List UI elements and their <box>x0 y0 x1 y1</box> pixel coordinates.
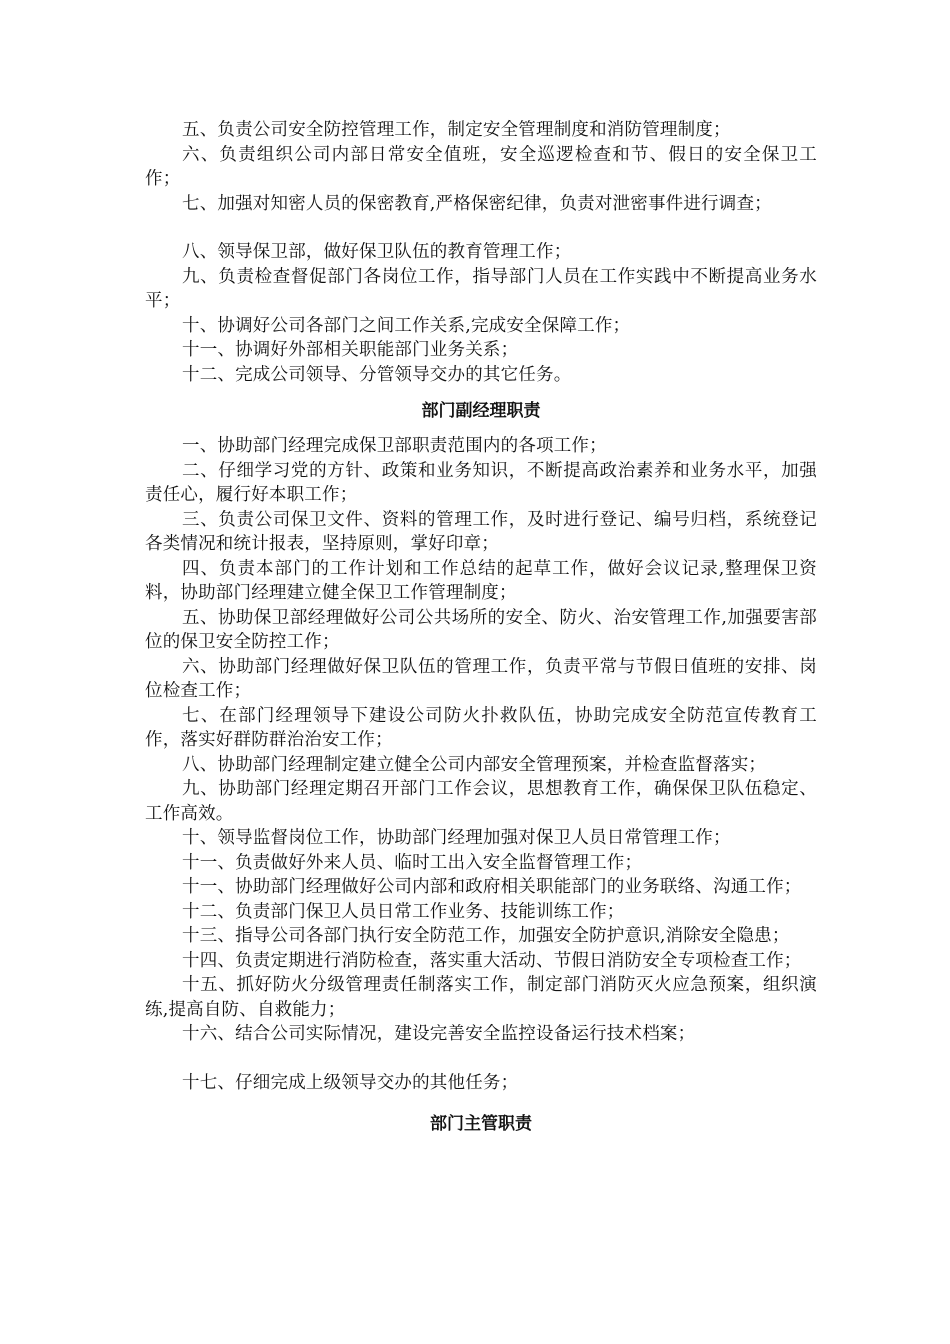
duty-item: 九、协助部门经理定期召开部门工作会议，思想教育工作，确保保卫队伍稳定、工作高效。 <box>145 779 817 824</box>
duty-item: 十、领导监督岗位工作，协助部门经理加强对保卫人员日常管理工作； <box>182 828 731 848</box>
duty-item: 五、协助保卫部经理做好公司公共场所的安全、防火、治安管理工作,加强要害部位的保卫安全防控工作； <box>145 607 817 652</box>
duty-item: 七、在部门经理领导下建设公司防火扑救队伍，协助完成安全防范宣传教育工作，落实好群防群治治安工作； <box>145 705 817 750</box>
section-heading-supervisor: 部门主管职责 <box>430 1114 532 1134</box>
duty-item: 十、协调好公司各部门之间工作关系,完成安全保障工作； <box>182 315 631 336</box>
duty-item: 四、负责本部门的工作计划和工作总结的起草工作，做好会议记录,整理保卫资料，协助部门经理建立健全保卫工作管理制度； <box>145 558 817 603</box>
duty-item: 六、协助部门经理做好保卫队伍的管理工作，负责平常与节假日值班的安排、岗位检查工作； <box>145 656 817 701</box>
duty-item: 十二、完成公司领导、分管领导交办的其它任务。 <box>182 364 572 385</box>
duty-item: 十七、仔细完成上级领导交办的其他任务； <box>182 1072 519 1093</box>
duty-item: 三、负责公司保卫文件、资料的管理工作，及时进行登记、编号归档，系统登记各类情况和统计报表，坚持原则，掌好印章； <box>145 509 817 554</box>
duty-item: 八、领导保卫部，做好保卫队伍的教育管理工作； <box>182 242 572 262</box>
duty-item: 五、负责公司安全防控管理工作，制定安全管理制度和消防管理制度； <box>182 120 731 140</box>
duty-item: 八、协助部门经理制定建立健全公司内部安全管理预案，并检查监督落实； <box>182 754 767 775</box>
blank-line <box>145 1047 817 1071</box>
duty-item: 十一、负责做好外来人员、临时工出入安全监督管理工作； <box>182 852 643 873</box>
duty-item: 七、加强对知密人员的保密教育,严格保密纪律，负责对泄密事件进行调查； <box>182 193 772 214</box>
duty-item: 十三、指导公司各部门执行安全防范工作，加强安全防护意识,消除安全隐患； <box>182 926 790 946</box>
duty-item: 二、仔细学习党的方针、政策和业务知识，不断提高政治素养和业务水平，加强责任心，履行好本职工作； <box>145 460 817 505</box>
duty-item: 十四、负责定期进行消防检查，落实重大活动、节假日消防安全专项检查工作； <box>182 950 802 971</box>
document-page <box>145 118 817 1136</box>
section-heading-deputy-manager: 部门副经理职责 <box>421 401 541 421</box>
blank-line <box>145 216 817 240</box>
duty-item: 六、负责组织公司内部日常安全值班，安全巡逻检查和节、假日的安全保卫工作； <box>145 144 817 189</box>
duty-item: 九、负责检查督促部门各岗位工作，指导部门人员在工作实践中不断提高业务水平； <box>145 266 817 311</box>
duty-item: 十五、抓好防火分级管理责任制落实工作，制定部门消防灭火应急预案，组织演练,提高自防、自救能力； <box>145 975 817 1020</box>
duty-item: 一、协助部门经理完成保卫部职责范围内的各项工作； <box>182 436 607 456</box>
duty-item: 十一、协调好外部相关职能部门业务关系； <box>182 340 519 360</box>
duty-item: 十六、结合公司实际情况，建设完善安全监控设备运行技术档案； <box>182 1024 696 1044</box>
duty-item: 十一、协助部门经理做好公司内部和政府相关职能部门的业务联络、沟通工作； <box>182 877 802 897</box>
duty-item: 十二、负责部门保卫人员日常工作业务、技能训练工作； <box>182 901 625 922</box>
